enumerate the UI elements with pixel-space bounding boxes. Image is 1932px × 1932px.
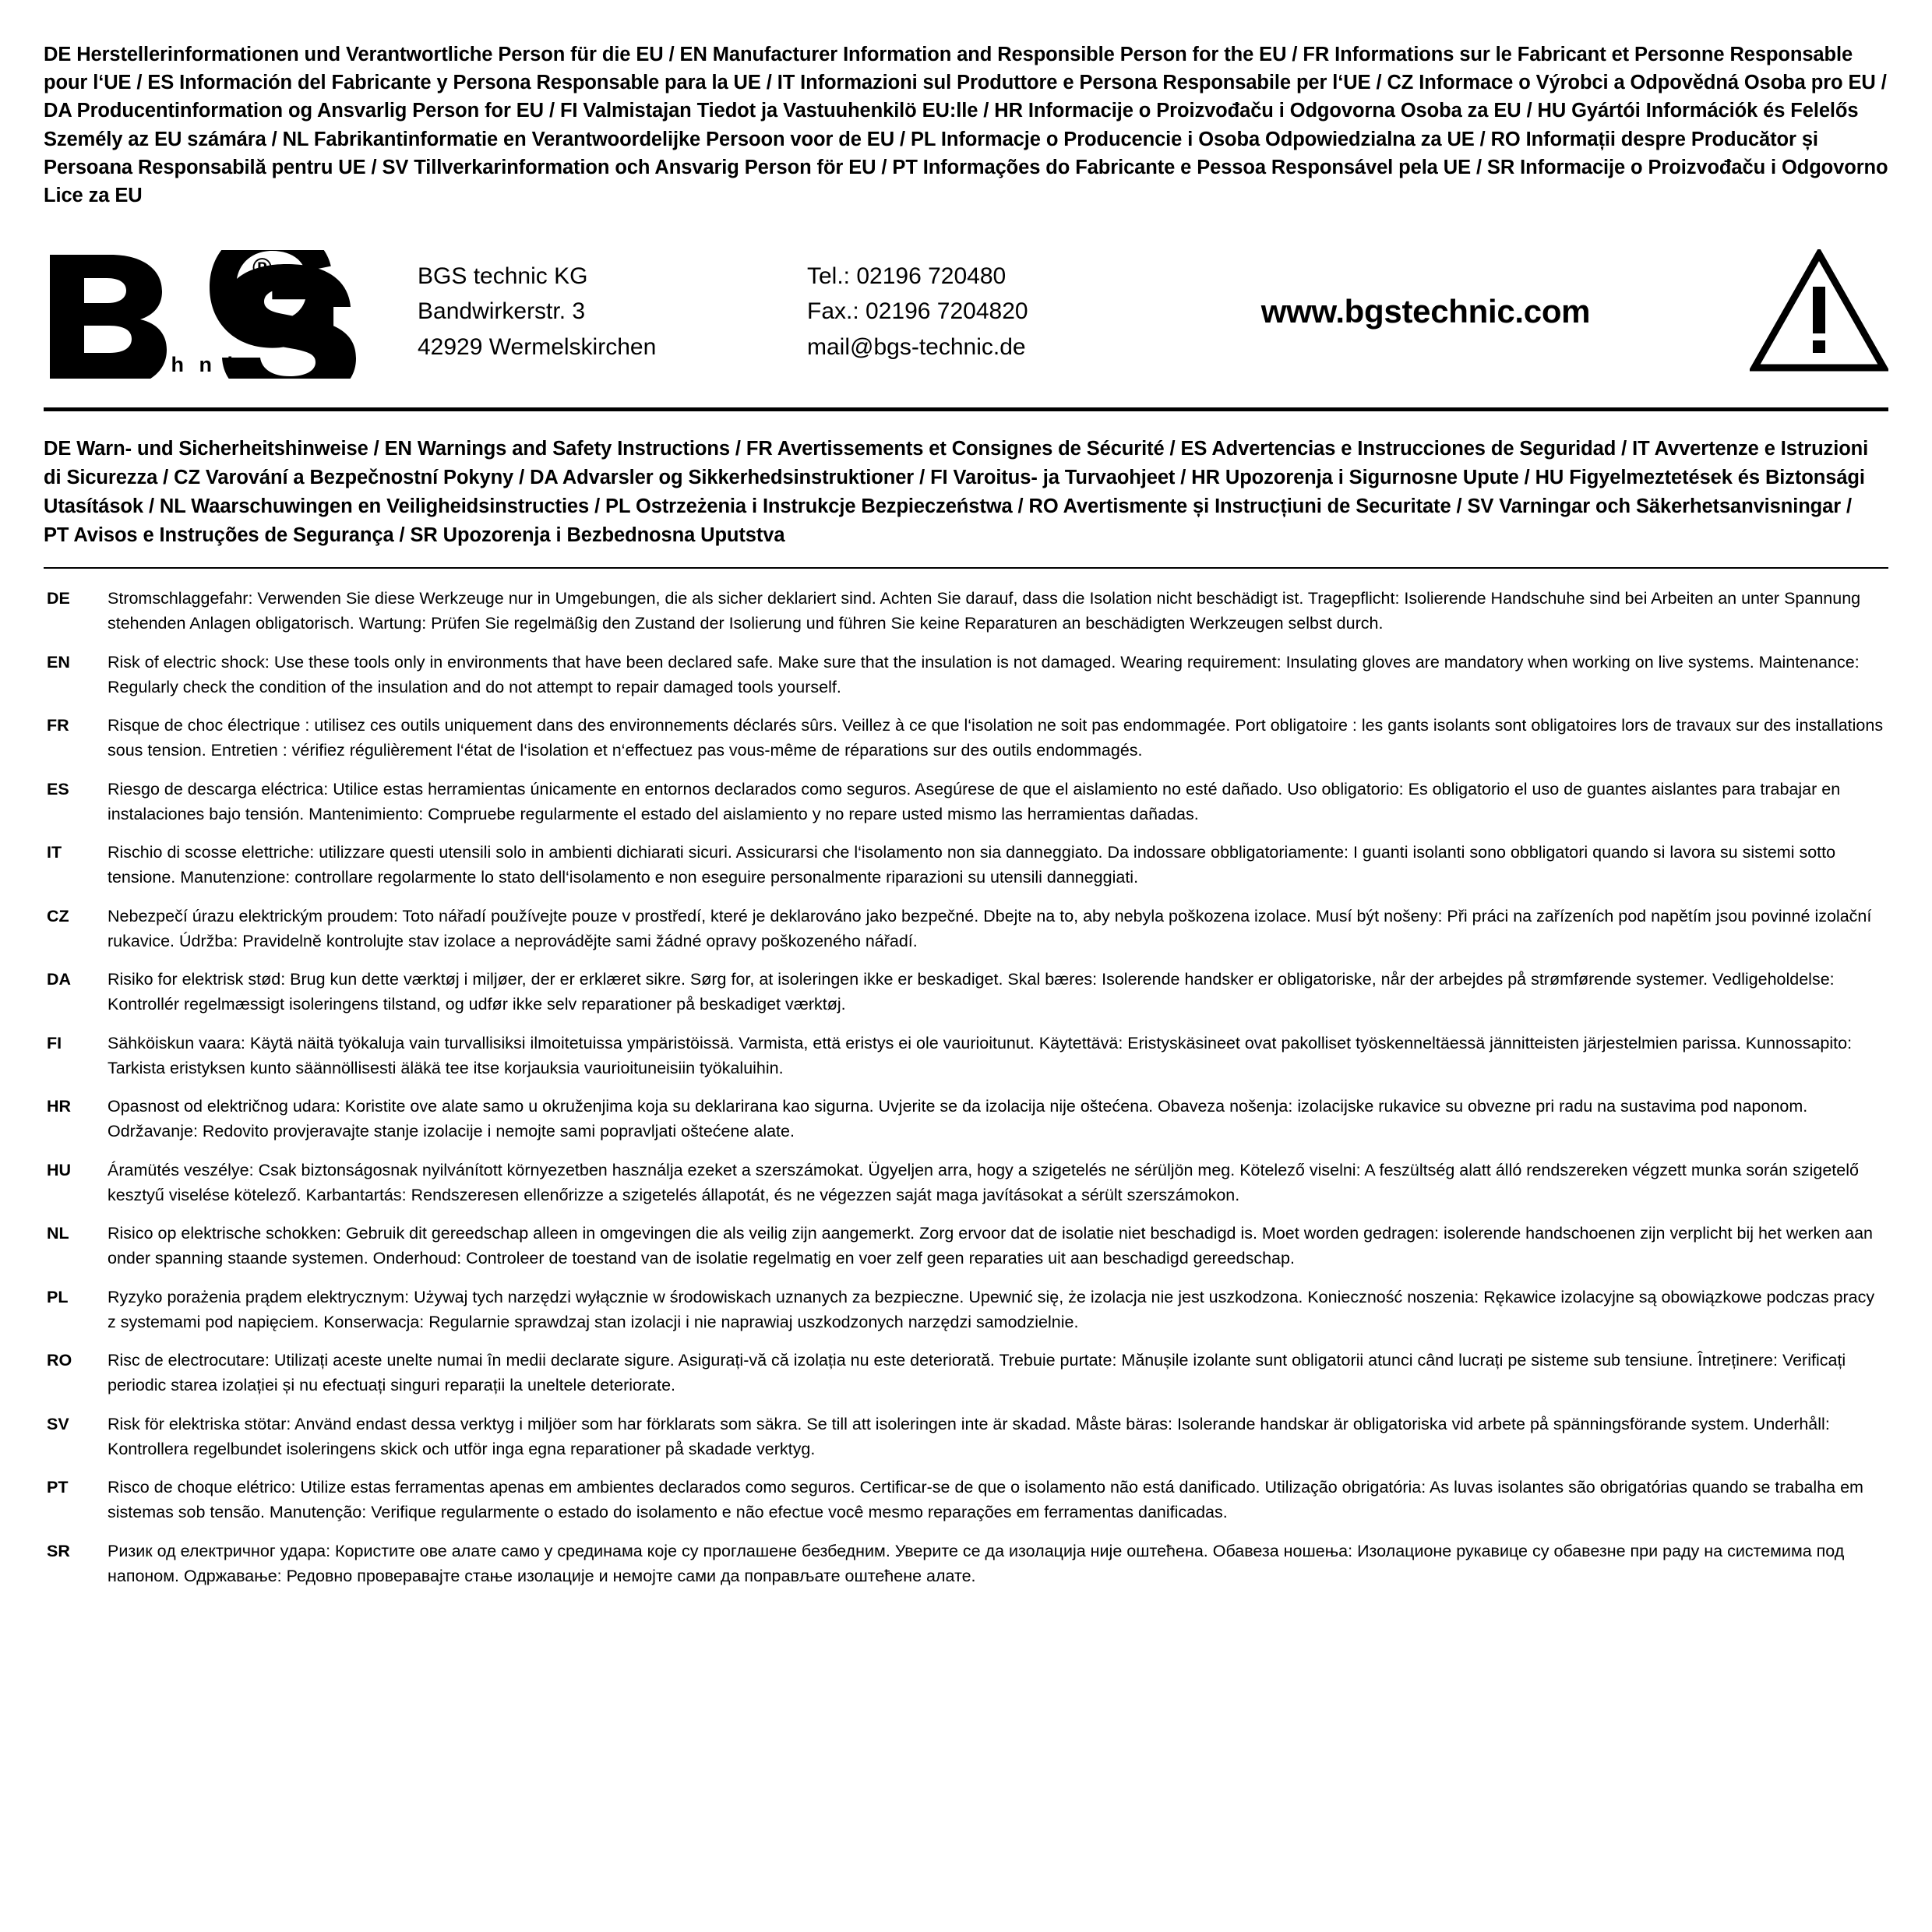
company-email[interactable]: mail@bgs-technic.de: [807, 334, 1026, 361]
warning-triangle-icon: [1740, 249, 1888, 374]
instructions-body: [44, 586, 1888, 1602]
table-row: [44, 1031, 1888, 1095]
table-row: [44, 840, 1888, 904]
company-website[interactable]: www.bgstechnic.com: [1260, 293, 1591, 330]
language-code: DA: [47, 970, 72, 989]
instruction-text: Áramütés veszélye: Csak biztonságosnak nyilvánított környezetben használja ezeket a szerszámokat. Ügyeljen arra, hogy a szigetelés ne sérüljön meg. Kötelező viselni: A feszültség alatt álló rendszereken végzett munka során szigetelő kesztyű viselése kötelező. Karbantartás: Rendszeresen ellenőrizze a szigetelés állapotát, és ne végezzen saját maga javításokat a sérült szerszámokon.: [108, 1160, 1859, 1204]
table-row: [44, 967, 1888, 1031]
manufacturer-information-heading: DE Herstellerinformationen und Verantwortliche Person für die EU / EN Manufacturer Information and Responsible Person for the EU / FR Informations sur le Fabricant et Personne Responsable pour l‘UE / ES Información del Fabricante y Persona Responsable para la UE / IT Informazioni sul Produttore e Persona Responsabile per l‘UE / CZ Informace o Výrobci a Odpovědná Osoba pro EU / DA Producentinformation og Ansvarlig Person for EU / FI Valmistajan Tiedot ja Vastuuhenkilö EU:lle / HR Informacije o Proizvođaču i Odgovorna Osoba za EU / HU Gyártói Információk és Felelős Személy az EU számára / NL Fabrikantinformatie en Verantwoordelijke Persoon voor de EU / PL Informacje o Producencie i Osoba Odpowiedzialna za UE / RO Informații despre Producător și Persoana Responsabilă pentru UE / SV Tillverkarinformation och Ansvarig Person för EU / PT Informações do Fabricante e Pessoa Responsável pela UE / SR Informacije o Proizvođaču i Odgovorno Lice za EU: [44, 44, 1888, 207]
instruction-text: Ризик од електричног удара: Користите ове алате само у срединама које су проглашене безбедним. Уверите се да изолација није оштећена. Обавеза ношења: Изолационе рукавице су обавезне при раду на системима под напоном. Одржавање: Редовно проверавајте стање изолације и немојте сами да поправљате оштећене алате.: [108, 1541, 1845, 1585]
instruction-text: Risc de electrocutare: Utilizați aceste unelte numai în medii declarate sigure. Asigurați-vă că izolația nu este deteriorată. Trebuie purtate: Mănușile izolante sunt obligatorii atunci când lucrați pe sisteme sub tensiune. Întreținere: Verificați periodic starea izolației și nu efectuați singuri reparații la uneltele deteriorate.: [108, 1351, 1846, 1395]
language-code: PT: [47, 1478, 69, 1497]
language-code: CZ: [47, 906, 69, 925]
instruction-text: Ryzyko porażenia prądem elektrycznym: Używaj tych narzędzi wyłącznie w środowiskach uznanych za bezpieczne. Upewnić się, że izolacja nie jest uszkodzona. Konieczność noszenia: Rękawice izolacyjne są obowiązkowe podczas pracy z systemami pod napięciem. Konserwacja: Regularnie sprawdzaj stan izolacji i nie naprawiaj uszkodzonych narzędzi samodzielnie.: [108, 1287, 1875, 1331]
company-street: Bandwirkerstr. 3: [418, 298, 586, 325]
instruction-text: Sähköiskun vaara: Käytä näitä työkaluja vain turvallisiksi ilmoitetuissa ympäristöissä. Varmista, että eristys ei ole vaurioitunut. Käytettävä: Eristyskäsineet ovat pakolliset työskenneltäessä jännitteisten järjestelmien parissa. Kunnossapito: Tarkista eristyksen kunto säännöllisesti äläkä tee itse korjauksia vaurioituneisiin työkaluihin.: [108, 1033, 1853, 1077]
language-code: HR: [47, 1097, 72, 1116]
company-address: [410, 259, 807, 365]
instruction-text: Rischio di scosse elettriche: utilizzare questi utensili solo in ambienti dichiarati sicuri. Assicurarsi che l‘isolamento non sia danneggiato. Da indossare obbligatoriamente: I guanti isolanti sono obbligatori quando si lavora su sistemi sotto tensione. Manutenzione: controllare regolarmente lo stato dell‘isolamento e non eseguire personalmente riparazioni su utensili danneggiati.: [108, 843, 1836, 887]
table-row: [44, 1285, 1888, 1349]
instruction-text: Risiko for elektrisk stød: Brug kun dette værktøj i miljøer, der er erklæret sikre. Sørg for, at isoleringen ikke er beskadiget. Skal bæres: Isolerende handsker er obligatoriske, når der arbejdes på strømførende systemer. Vedligeholdelse: Kontrollér regelmæssigt isoleringens tilstand, og udfør ikke selv reparationer på beskadiget værktøj.: [108, 970, 1835, 1014]
language-code: PL: [47, 1287, 69, 1306]
warning-triangle-graphic: [1750, 249, 1888, 374]
table-row: [44, 1475, 1888, 1539]
table-row: [44, 1348, 1888, 1412]
table-row: [44, 1221, 1888, 1285]
instruction-text: Risico op elektrische schokken: Gebruik dit gereedschap alleen in omgevingen die als veilig zijn aangemerkt. Zorg ervoor dat de isolatie niet beschadigd is. Moet worden gedragen: isolerende handschoenen zijn verplicht bij het werken aan onder spanning staande systemen. Onderhoud: Controleer de toestand van de isolatie regelmatig en voer zelf geen reparaties uit aan beschadigd gereedschap.: [108, 1224, 1873, 1268]
table-row: [44, 1539, 1888, 1602]
language-code: FI: [47, 1033, 62, 1052]
instruction-text: Risk of electric shock: Use these tools only in environments that have been declared safe. Make sure that the insulation is not damaged. Wearing requirement: Insulating gloves are mandatory when working on live systems. Maintenance: Regularly check the condition of the insulation and do not attempt to repair damaged tools yourself.: [108, 652, 1860, 696]
table-row: [44, 650, 1888, 714]
table-row: [44, 904, 1888, 968]
instruction-text: Risk för elektriska stötar: Använd endast dessa verktyg i miljöer som har förklarats som säkra. Se till att isoleringen inte är skadad. Måste bäras: Isolerande handskar är obligatoriska vid arbete på spänningsförande system. Underhåll: Kontrollera regelbundet isoleringens skick och utför inga egna reparationer på skadade verktyg.: [108, 1414, 1830, 1458]
table-row: [44, 713, 1888, 777]
instruction-text: Risque de choc électrique : utilisez ces outils uniquement dans des environnements déclarés sûrs. Veillez à ce que l‘isolation ne soit pas endommagée. Port obligatoire : les gants isolants sont obligatoires lors de travaux sur des installations sous tension. Entretien : vérifiez régulièrement l‘état de l‘isolation et n‘effectuez pas vous-même de réparations sur des outils endommagés.: [108, 716, 1884, 760]
language-code: RO: [47, 1351, 72, 1370]
language-code: FR: [47, 716, 69, 735]
company-city: 42929 Wermelskirchen: [418, 334, 657, 361]
divider: [44, 567, 1888, 569]
instruction-text: Risco de choque elétrico: Utilize estas ferramentas apenas em ambientes declarados como seguros. Certificar-se de que o isolamento não está danificado. Utilização obrigatória: As luvas isolantes são obrigatórias quando se trabalha em sistemas sob tensão. Manutenção: Verifique regularmente o estado do isolamento e não efectue você mesmo reparações em ferramentas danificadas.: [108, 1478, 1863, 1522]
table-row: [44, 1094, 1888, 1158]
company-telephone: Tel.: 02196 720480: [807, 263, 1007, 289]
table-row: [44, 1412, 1888, 1475]
svg-text:®: ®: [252, 252, 273, 283]
instruction-text: Stromschlaggefahr: Verwenden Sie diese Werkzeuge nur in Umgebungen, die als sicher deklariert sind. Achten Sie darauf, dass die Isolation nicht beschädigt ist. Tragepflicht: Isolierende Handschuhe sind bei Arbeiten an unter Spannung stehenden Anlagen obligatorisch. Wartung: Prüfen Sie regelmäßig den Zustand der Isolierung und führen Sie keine Reparaturen an beschädigten Werkzeugen selbst durch.: [108, 589, 1861, 633]
table-row: [44, 1158, 1888, 1222]
bgs-logo: [44, 245, 410, 379]
table-row: [44, 586, 1888, 650]
table-row: [44, 777, 1888, 841]
language-code: ES: [47, 779, 69, 799]
safety-instructions-heading: DE Warn- und Sicherheitshinweise / EN Warnings and Safety Instructions / FR Avertissements et Consignes de Sécurité / ES Advertencias e Instrucciones de Seguridad / IT Avvertenze e Istruzioni di Sicurezza / CZ Varování a Bezpečnostní Pokyny / DA Advarsler og Sikkerhedsinstruktioner / FI Varoitus- ja Turvaohjeet / HR Upozorenja i Sigurnosne Upute / HU Figyelmeztetések és Biztonsági Utasítások / NL Waarschuwingen en Veiligheidsinstructies / PL Ostrzeżenia i Instrukcje Bezpieczeństwa / RO Avertismente și Instrucțiuni de Securitate / SV Varningar och Säkerhetsanvisningar / PT Avisos e Instruções de Segurança / SR Upozorenja i Bezbednosna Uputstva: [44, 438, 1869, 547]
language-code: EN: [47, 652, 70, 672]
bgs-logo-graphic: [44, 250, 402, 379]
language-code: DE: [47, 589, 70, 608]
company-fax: Fax.: 02196 7204820: [807, 298, 1028, 325]
instruction-text: Nebezpečí úrazu elektrickým proudem: Toto nářadí používejte pouze v prostředí, které je deklarováno jako bezpečné. Dbejte na to, aby nebyla poškozena izolace. Musí být nošeny: Při práci na zařízeních pod napětím jsou povinné izolační rukavice. Údržba: Pravidelně kontrolujte stav izolace a neprovádějte sami žádné opravy poškozeného nářadí.: [108, 906, 1872, 950]
company-contact: [807, 259, 1142, 365]
language-code: SR: [47, 1541, 70, 1560]
company-information-band: [44, 230, 1888, 411]
instruction-text: Riesgo de descarga eléctrica: Utilice estas herramientas únicamente en entornos declarados como seguros. Asegúrese de que el aislamiento no esté dañado. Uso obligatorio: Es obligatorio el uso de guantes aislantes para trabajar en instalaciones bajo tensión. Mantenimiento: Compruebe regularmente el estado del aislamiento y no repare usted mismo las herramientas dañadas.: [108, 779, 1841, 823]
language-code: SV: [47, 1414, 69, 1433]
company-name: BGS technic KG: [418, 263, 588, 289]
instruction-text: Opasnost od električnog udara: Koristite ove alate samo u okruženjima koja su deklarirana kao sigurna. Uvjerite se da izolacija nije oštećena. Obaveza nošenja: izolacijske rukavice su obvezne pri radu na sustavima pod naponom. Održavanje: Redovito provjeravajte stanje izolacije i nemojte sami popravljati oštećene alate.: [108, 1097, 1808, 1141]
language-code: NL: [47, 1224, 69, 1243]
language-code: IT: [47, 843, 62, 862]
language-code: HU: [47, 1160, 72, 1179]
svg-text:t e c h n i c: t e c h n i c: [95, 352, 265, 376]
instructions-table: [44, 586, 1888, 1602]
